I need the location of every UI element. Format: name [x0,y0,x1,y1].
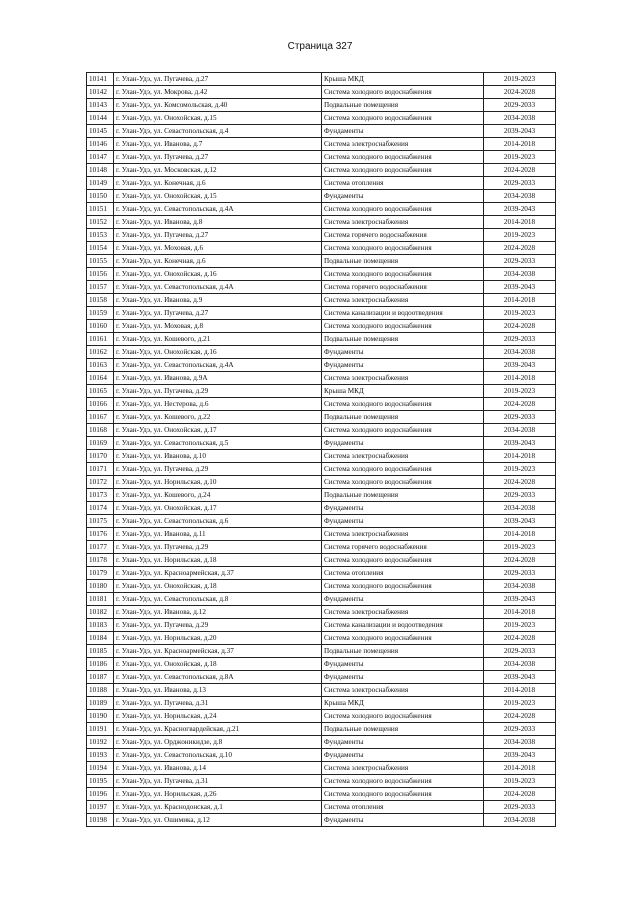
address-cell: г. Улан-Удэ, ул. Севастопольская, д.4А [114,281,322,294]
table-row [87,112,556,125]
row-number-cell: 10186 [87,658,114,671]
address-cell: г. Улан-Удэ, ул. Иванова, д.7 [114,138,322,151]
period-cell: 2019-2023 [484,229,556,242]
address-cell: г. Улан-Удэ, ул. Пугачева, д.31 [114,775,322,788]
address-cell: г. Улан-Удэ, ул. Онохойская, д.18 [114,580,322,593]
row-number-cell: 10196 [87,788,114,801]
table-row [87,437,556,450]
period-cell: 2019-2023 [484,775,556,788]
table-row [87,281,556,294]
building-system-cell: Система холодного водоснабжения [322,424,484,437]
row-number-cell: 10189 [87,697,114,710]
period-cell: 2019-2023 [484,697,556,710]
address-cell: г. Улан-Удэ, ул. Кошевого, д.21 [114,333,322,346]
building-system-cell: Система холодного водоснабжения [322,242,484,255]
row-number-cell: 10167 [87,411,114,424]
address-cell: г. Улан-Удэ, ул. Красноармейская, д.37 [114,645,322,658]
address-cell: г. Улан-Удэ, ул. Онохойская, д.16 [114,268,322,281]
row-number-cell: 10188 [87,684,114,697]
building-system-cell: Подвальные помещения [322,411,484,424]
period-cell: 2034-2038 [484,814,556,827]
table-row [87,619,556,632]
address-cell: г. Улан-Удэ, ул. Иванова, д.14 [114,762,322,775]
period-cell: 2024-2028 [484,788,556,801]
address-cell: г. Улан-Удэ, ул. Иванова, д.9А [114,372,322,385]
row-number-cell: 10174 [87,502,114,515]
address-cell: г. Улан-Удэ, ул. Пугачева, д.29 [114,619,322,632]
period-cell: 2034-2038 [484,736,556,749]
building-system-cell: Система холодного водоснабжения [322,320,484,333]
building-system-cell: Фундаменты [322,749,484,762]
period-cell: 2034-2038 [484,268,556,281]
table-row [87,515,556,528]
table-row [87,424,556,437]
building-system-cell: Система электроснабжения [322,450,484,463]
period-cell: 2024-2028 [484,164,556,177]
building-system-cell: Система холодного водоснабжения [322,268,484,281]
address-cell: г. Улан-Удэ, ул. Мокрова, д.42 [114,86,322,99]
table-row [87,190,556,203]
address-cell: г. Улан-Удэ, ул. Онохойская, д.17 [114,502,322,515]
building-system-cell: Система холодного водоснабжения [322,463,484,476]
row-number-cell: 10149 [87,177,114,190]
building-system-cell: Система горячего водоснабжения [322,541,484,554]
period-cell: 2014-2018 [484,372,556,385]
row-number-cell: 10183 [87,619,114,632]
address-cell: г. Улан-Удэ, ул. Онохойская, д.17 [114,424,322,437]
address-cell: г. Улан-Удэ, ул. Норильская, д.18 [114,554,322,567]
address-cell: г. Улан-Удэ, ул. Онохойская, д.16 [114,346,322,359]
period-cell: 2034-2038 [484,424,556,437]
period-cell: 2014-2018 [484,138,556,151]
row-number-cell: 10166 [87,398,114,411]
table-row [87,372,556,385]
address-cell: г. Улан-Удэ, ул. Красноармейская, д.37 [114,567,322,580]
table-body [87,73,556,827]
repair-schedule-table [86,72,556,827]
row-number-cell: 10148 [87,164,114,177]
building-system-cell: Система холодного водоснабжения [322,203,484,216]
address-cell: г. Улан-Удэ, ул. Севастопольская, д.5 [114,437,322,450]
period-cell: 2034-2038 [484,658,556,671]
building-system-cell: Система электроснабжения [322,762,484,775]
building-system-cell: Фундаменты [322,125,484,138]
building-system-cell: Фундаменты [322,593,484,606]
period-cell: 2019-2023 [484,151,556,164]
address-cell: г. Улан-Удэ, ул. Краснодонская, д.1 [114,801,322,814]
row-number-cell: 10171 [87,463,114,476]
period-cell: 2029-2033 [484,723,556,736]
building-system-cell: Система холодного водоснабжения [322,86,484,99]
period-cell: 2019-2023 [484,385,556,398]
building-system-cell: Подвальные помещения [322,99,484,112]
row-number-cell: 10151 [87,203,114,216]
row-number-cell: 10160 [87,320,114,333]
period-cell: 2019-2023 [484,541,556,554]
row-number-cell: 10146 [87,138,114,151]
building-system-cell: Система холодного водоснабжения [322,632,484,645]
address-cell: г. Улан-Удэ, ул. Кошевого, д.24 [114,489,322,502]
row-number-cell: 10150 [87,190,114,203]
table-row [87,99,556,112]
period-cell: 2034-2038 [484,580,556,593]
table-row [87,736,556,749]
table-row [87,125,556,138]
period-cell: 2029-2033 [484,411,556,424]
period-cell: 2014-2018 [484,216,556,229]
period-cell: 2014-2018 [484,450,556,463]
row-number-cell: 10156 [87,268,114,281]
table-row [87,164,556,177]
building-system-cell: Фундаменты [322,671,484,684]
period-cell: 2014-2018 [484,762,556,775]
address-cell: г. Улан-Удэ, ул. Онохойская, д.15 [114,112,322,125]
row-number-cell: 10198 [87,814,114,827]
row-number-cell: 10187 [87,671,114,684]
address-cell: г. Улан-Удэ, ул. Иванова, д.12 [114,606,322,619]
table-row [87,268,556,281]
address-cell: г. Улан-Удэ, ул. Норильская, д.24 [114,710,322,723]
address-cell: г. Улан-Удэ, ул. Красногвардейская, д.21 [114,723,322,736]
period-cell: 2034-2038 [484,502,556,515]
period-cell: 2014-2018 [484,528,556,541]
address-cell: г. Улан-Удэ, ул. Пугачева, д.27 [114,229,322,242]
table-row [87,450,556,463]
row-number-cell: 10185 [87,645,114,658]
period-cell: 2029-2033 [484,255,556,268]
row-number-cell: 10162 [87,346,114,359]
building-system-cell: Подвальные помещения [322,723,484,736]
period-cell: 2024-2028 [484,398,556,411]
table-row [87,567,556,580]
row-number-cell: 10157 [87,281,114,294]
address-cell: г. Улан-Удэ, ул. Онохойская, д.15 [114,190,322,203]
table-row [87,242,556,255]
row-number-cell: 10173 [87,489,114,502]
building-system-cell: Система холодного водоснабжения [322,398,484,411]
building-system-cell: Система электроснабжения [322,138,484,151]
building-system-cell: Подвальные помещения [322,333,484,346]
period-cell: 2029-2033 [484,801,556,814]
table-row [87,580,556,593]
table-row [87,333,556,346]
table-row [87,359,556,372]
address-cell: г. Улан-Удэ, ул. Пугачева, д.29 [114,541,322,554]
period-cell: 2014-2018 [484,684,556,697]
row-number-cell: 10177 [87,541,114,554]
table-row [87,749,556,762]
address-cell: г. Улан-Удэ, ул. Конечная, д.6 [114,255,322,268]
period-cell: 2034-2038 [484,346,556,359]
row-number-cell: 10153 [87,229,114,242]
period-cell: 2019-2023 [484,463,556,476]
table-row [87,697,556,710]
building-system-cell: Крыша МКД [322,697,484,710]
row-number-cell: 10170 [87,450,114,463]
row-number-cell: 10192 [87,736,114,749]
period-cell: 2039-2043 [484,125,556,138]
building-system-cell: Система холодного водоснабжения [322,164,484,177]
period-cell: 2034-2038 [484,190,556,203]
building-system-cell: Система электроснабжения [322,528,484,541]
table-row [87,658,556,671]
building-system-cell: Система электроснабжения [322,684,484,697]
table-row [87,606,556,619]
building-system-cell: Система электроснабжения [322,216,484,229]
building-system-cell: Фундаменты [322,437,484,450]
row-number-cell: 10155 [87,255,114,268]
address-cell: г. Улан-Удэ, ул. Иванова, д.11 [114,528,322,541]
address-cell: г. Улан-Удэ, ул. Норильская, д.26 [114,788,322,801]
building-system-cell: Фундаменты [322,346,484,359]
row-number-cell: 10158 [87,294,114,307]
address-cell: г. Улан-Удэ, ул. Пугачева, д.29 [114,385,322,398]
period-cell: 2024-2028 [484,242,556,255]
table-row [87,788,556,801]
address-cell: г. Улан-Удэ, ул. Севастопольская, д.8 [114,593,322,606]
row-number-cell: 10159 [87,307,114,320]
row-number-cell: 10193 [87,749,114,762]
row-number-cell: 10195 [87,775,114,788]
table-row [87,346,556,359]
period-cell: 2024-2028 [484,476,556,489]
table-row [87,398,556,411]
period-cell: 2024-2028 [484,710,556,723]
table-row [87,255,556,268]
building-system-cell: Фундаменты [322,515,484,528]
table-row [87,177,556,190]
building-system-cell: Фундаменты [322,736,484,749]
address-cell: г. Улан-Удэ, ул. Севастопольская, д.8А [114,671,322,684]
building-system-cell: Подвальные помещения [322,489,484,502]
period-cell: 2019-2023 [484,73,556,86]
period-cell: 2039-2043 [484,593,556,606]
row-number-cell: 10154 [87,242,114,255]
address-cell: г. Улан-Удэ, ул. Кошевого, д.22 [114,411,322,424]
table-row [87,489,556,502]
table-row [87,593,556,606]
table-row [87,632,556,645]
period-cell: 2034-2038 [484,112,556,125]
row-number-cell: 10197 [87,801,114,814]
row-number-cell: 10191 [87,723,114,736]
table-row [87,385,556,398]
row-number-cell: 10184 [87,632,114,645]
address-cell: г. Улан-Удэ, ул. Онохойская, д.18 [114,658,322,671]
address-cell: г. Улан-Удэ, ул. Пугачева, д.31 [114,697,322,710]
row-number-cell: 10145 [87,125,114,138]
row-number-cell: 10175 [87,515,114,528]
row-number-cell: 10152 [87,216,114,229]
period-cell: 2029-2033 [484,177,556,190]
period-cell: 2014-2018 [484,606,556,619]
address-cell: г. Улан-Удэ, ул. Севастопольская, д.4 [114,125,322,138]
period-cell: 2039-2043 [484,437,556,450]
period-cell: 2039-2043 [484,749,556,762]
address-cell: г. Улан-Удэ, ул. Севастопольская, д.6 [114,515,322,528]
address-cell: г. Улан-Удэ, ул. Ошимика, д.12 [114,814,322,827]
address-cell: г. Улан-Удэ, ул. Орджоникидзе, д.8 [114,736,322,749]
address-cell: г. Улан-Удэ, ул. Пугачева, д.27 [114,307,322,320]
period-cell: 2039-2043 [484,281,556,294]
period-cell: 2039-2043 [484,515,556,528]
building-system-cell: Крыша МКД [322,385,484,398]
row-number-cell: 10147 [87,151,114,164]
table-row [87,502,556,515]
period-cell: 2029-2033 [484,645,556,658]
address-cell: г. Улан-Удэ, ул. Нестерова, д.6 [114,398,322,411]
building-system-cell: Подвальные помещения [322,645,484,658]
period-cell: 2019-2023 [484,619,556,632]
row-number-cell: 10161 [87,333,114,346]
row-number-cell: 10165 [87,385,114,398]
row-number-cell: 10168 [87,424,114,437]
address-cell: г. Улан-Удэ, ул. Севастопольская, д.10 [114,749,322,762]
building-system-cell: Система электроснабжения [322,606,484,619]
period-cell: 2024-2028 [484,86,556,99]
building-system-cell: Система холодного водоснабжения [322,788,484,801]
address-cell: г. Улан-Удэ, ул. Моховая, д.8 [114,320,322,333]
building-system-cell: Система электроснабжения [322,372,484,385]
table-row [87,762,556,775]
period-cell: 2029-2033 [484,567,556,580]
building-system-cell: Фундаменты [322,814,484,827]
row-number-cell: 10163 [87,359,114,372]
table-row [87,73,556,86]
building-system-cell: Система холодного водоснабжения [322,151,484,164]
address-cell: г. Улан-Удэ, ул. Иванова, д.10 [114,450,322,463]
row-number-cell: 10172 [87,476,114,489]
period-cell: 2029-2033 [484,99,556,112]
period-cell: 2029-2033 [484,333,556,346]
row-number-cell: 10190 [87,710,114,723]
address-cell: г. Улан-Удэ, ул. Иванова, д.13 [114,684,322,697]
period-cell: 2019-2023 [484,307,556,320]
table-row [87,294,556,307]
table-row [87,554,556,567]
table-row [87,541,556,554]
row-number-cell: 10169 [87,437,114,450]
address-cell: г. Улан-Удэ, ул. Севастопольская, д.4А [114,359,322,372]
building-system-cell: Система электроснабжения [322,294,484,307]
table-row [87,528,556,541]
building-system-cell: Система отопления [322,801,484,814]
row-number-cell: 10178 [87,554,114,567]
building-system-cell: Крыша МКД [322,73,484,86]
address-cell: г. Улан-Удэ, ул. Конечная, д.6 [114,177,322,190]
table-row [87,645,556,658]
row-number-cell: 10180 [87,580,114,593]
period-cell: 2024-2028 [484,632,556,645]
table-row [87,411,556,424]
address-cell: г. Улан-Удэ, ул. Севастопольская, д.4А [114,203,322,216]
address-cell: г. Улан-Удэ, ул. Пугачева, д.29 [114,463,322,476]
period-cell: 2039-2043 [484,359,556,372]
building-system-cell: Подвальные помещения [322,255,484,268]
table-row [87,86,556,99]
table-row [87,814,556,827]
period-cell: 2024-2028 [484,320,556,333]
address-cell: г. Улан-Удэ, ул. Иванова, д.8 [114,216,322,229]
building-system-cell: Система отопления [322,177,484,190]
table-row [87,710,556,723]
building-system-cell: Система холодного водоснабжения [322,554,484,567]
building-system-cell: Система горячего водоснабжения [322,281,484,294]
table-row [87,307,556,320]
row-number-cell: 10164 [87,372,114,385]
building-system-cell: Фундаменты [322,190,484,203]
address-cell: г. Улан-Удэ, ул. Московская, д.12 [114,164,322,177]
building-system-cell: Фундаменты [322,658,484,671]
address-cell: г. Улан-Удэ, ул. Иванова, д.9 [114,294,322,307]
table-row [87,216,556,229]
address-cell: г. Улан-Удэ, ул. Пугачева, д.27 [114,73,322,86]
address-cell: г. Улан-Удэ, ул. Комсомольская, д.40 [114,99,322,112]
row-number-cell: 10182 [87,606,114,619]
table-row [87,684,556,697]
address-cell: г. Улан-Удэ, ул. Норильская, д.20 [114,632,322,645]
period-cell: 2039-2043 [484,671,556,684]
period-cell: 2029-2033 [484,489,556,502]
period-cell: 2039-2043 [484,203,556,216]
row-number-cell: 10194 [87,762,114,775]
table-row [87,801,556,814]
row-number-cell: 10176 [87,528,114,541]
period-cell: 2014-2018 [484,294,556,307]
table-row [87,203,556,216]
address-cell: г. Улан-Удэ, ул. Норильская, д.10 [114,476,322,489]
building-system-cell: Система холодного водоснабжения [322,112,484,125]
building-system-cell: Система холодного водоснабжения [322,476,484,489]
building-system-cell: Система горячего водоснабжения [322,229,484,242]
table-row [87,463,556,476]
building-system-cell: Система холодного водоснабжения [322,580,484,593]
address-cell: г. Улан-Удэ, ул. Пугачева, д.27 [114,151,322,164]
building-system-cell: Система канализации и водоотведения [322,619,484,632]
page-number-header: Страница 327 [287,41,353,52]
building-system-cell: Система холодного водоснабжения [322,775,484,788]
building-system-cell: Система холодного водоснабжения [322,710,484,723]
period-cell: 2024-2028 [484,554,556,567]
table-row [87,476,556,489]
table-row [87,723,556,736]
table-row [87,138,556,151]
table-row [87,671,556,684]
row-number-cell: 10141 [87,73,114,86]
building-system-cell: Система канализации и водоотведения [322,307,484,320]
building-system-cell: Фундаменты [322,502,484,515]
row-number-cell: 10142 [87,86,114,99]
row-number-cell: 10181 [87,593,114,606]
table-row [87,320,556,333]
address-cell: г. Улан-Удэ, ул. Моховая, д.6 [114,242,322,255]
table-row [87,229,556,242]
row-number-cell: 10179 [87,567,114,580]
table-row [87,775,556,788]
row-number-cell: 10143 [87,99,114,112]
table-row [87,151,556,164]
row-number-cell: 10144 [87,112,114,125]
building-system-cell: Фундаменты [322,359,484,372]
building-system-cell: Система отопления [322,567,484,580]
